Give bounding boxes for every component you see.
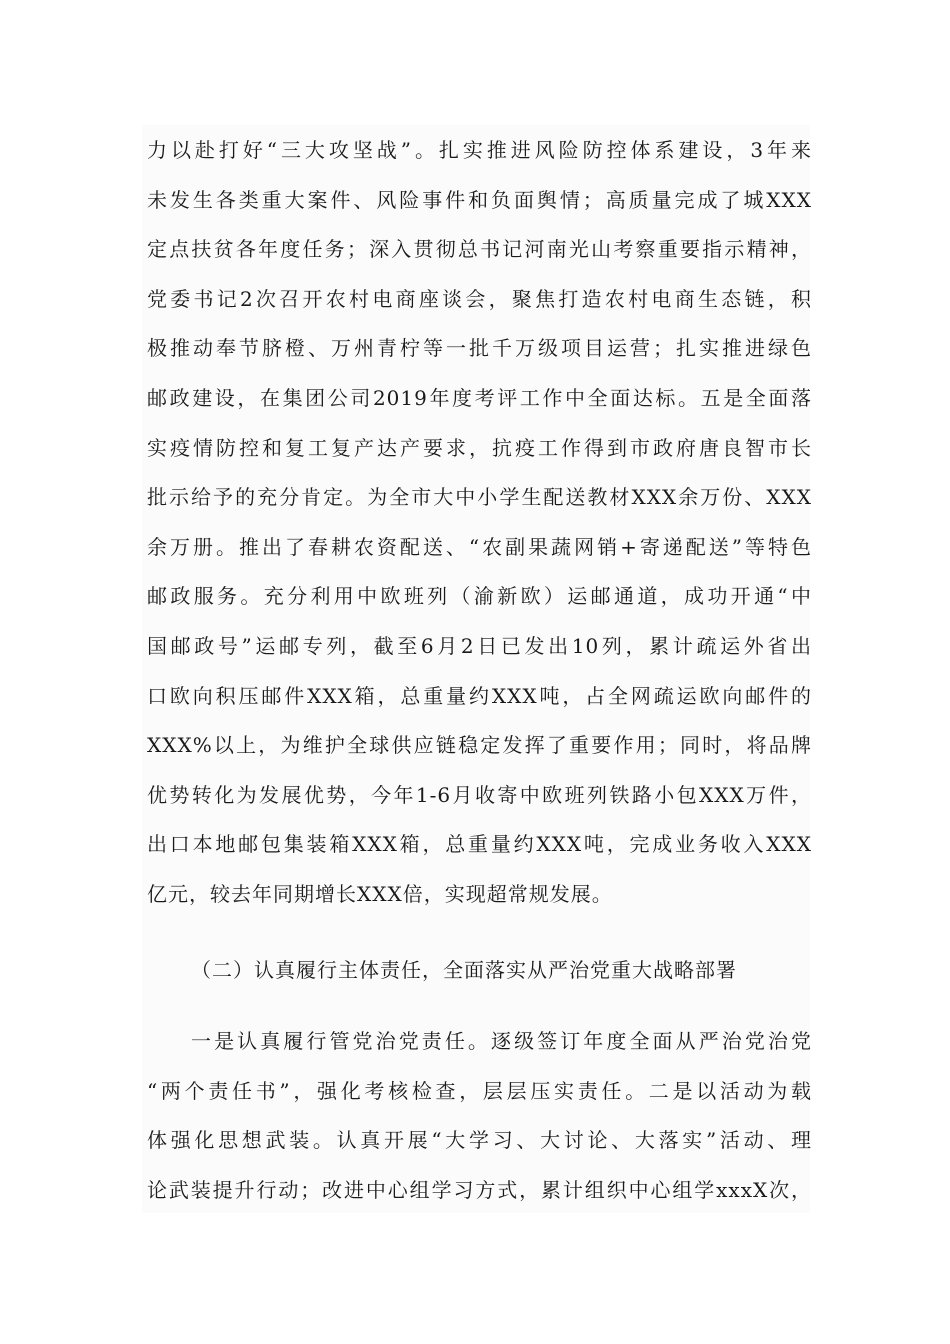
text-line: 优势转化为发展优势，今年1-6月收寄中欧班列铁路小包XXX万件， [147, 782, 812, 807]
text-line: 极推动奉节脐橙、万州青柠等一批千万级项目运营；扎实推进绿色 [147, 336, 812, 361]
text-line: 国邮政号”运邮专列，截至6月2日已发出10列，累计疏运外省出 [147, 633, 812, 658]
paragraph-achievements [147, 126, 812, 920]
text-line: 出口本地邮包集装箱XXX箱，总重量约XXX吨，完成业务收入XXX [147, 832, 812, 857]
section-heading [147, 946, 812, 996]
text-line: 批示给予的充分肯定。为全市大中小学生配送教材XXX余万份、XXX [147, 485, 812, 510]
section-heading-text: （二）认真履行主体责任，全面落实从严治党重大战略部署 [191, 958, 737, 982]
text-line: 论武装提升行动；改进中心组学习方式，累计组织中心组学xxxX次， [147, 1177, 812, 1202]
text-line: 一是认真履行管党治党责任。逐级签订年度全面从严治党治党 [191, 1029, 812, 1053]
text-line: 邮政服务。充分利用中欧班列（渝新欧）运邮通道，成功开通“中 [147, 584, 812, 609]
text-line: 未发生各类重大案件、风险事件和负面舆情；高质量完成了城XXX [147, 187, 812, 212]
text-line: 口欧向积压邮件XXX箱，总重量约XXX吨，占全网疏运欧向邮件的 [147, 683, 812, 708]
text-line: 力以赴打好“三大攻坚战”。扎实推进风险防控体系建设，3年来 [147, 138, 812, 162]
text-line: 党委书记2次召开农村电商座谈会，聚焦打造农村电商生态链，积 [147, 286, 812, 311]
text-line: 体强化思想武装。认真开展“大学习、大讨论、大落实”活动、理 [147, 1128, 812, 1153]
paragraph-party-responsibility [147, 1017, 812, 1215]
text-line: 实疫情防控和复工复产达产要求，抗疫工作得到市政府唐良智市长 [147, 435, 812, 460]
text-line: 邮政建设，在集团公司2019年度考评工作中全面达标。五是全面落 [147, 385, 812, 410]
text-line: “两个责任书”，强化考核检查，层层压实责任。二是以活动为载 [147, 1078, 812, 1103]
text-line: 余万册。推出了春耕农资配送、“农副果蔬网销+寄递配送”等特色 [147, 534, 812, 559]
text-line: XXX%以上，为维护全球供应链稳定发挥了重要作用；同时，将品牌 [147, 733, 812, 758]
text-line: 定点扶贫各年度任务；深入贯彻总书记河南光山考察重要指示精神， [147, 237, 812, 262]
text-line: 亿元，较去年同期增长XXX倍，实现超常规发展。 [147, 881, 613, 906]
